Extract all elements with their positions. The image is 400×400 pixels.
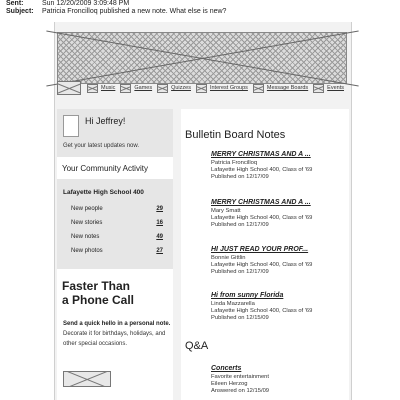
promo-bold-text: Send a quick hello in a personal note. [63, 321, 171, 327]
bulletin-post [211, 151, 347, 181]
post-title-link[interactable]: HI JUST READ YOUR PROF... [211, 246, 309, 253]
nav-item-message-boards[interactable] [253, 84, 308, 93]
bulletin-post [211, 199, 347, 229]
promo-image-placeholder-icon[interactable] [63, 371, 111, 387]
post-title-link[interactable]: MERRY CHRISTMAS AND A ... [211, 151, 311, 158]
image-placeholder-icon [120, 84, 131, 93]
activity-row [71, 248, 163, 254]
bulletin-title: Bulletin Board Notes [185, 129, 286, 141]
nav-item-label: Games [134, 85, 153, 91]
qa-post-author: Eileen Herzog [211, 381, 248, 387]
promo-rest-text: Decorate it for birthdays, holidays, and other special occasions. [63, 331, 166, 347]
bulletin-post [211, 246, 347, 276]
activity-label: New photos [71, 248, 103, 254]
sent-label: Sent: [6, 0, 24, 7]
post-author: Bonnie Gittlin [211, 255, 246, 261]
qa-post [211, 365, 347, 395]
nav-item-label: Events [327, 85, 344, 91]
sent-value: Sun 12/20/2009 3:09:48 PM [42, 0, 130, 7]
school-name: Lafayette High School 400 [63, 189, 144, 196]
qa-post-category: Favorite entertainment [211, 374, 269, 380]
logo-placeholder-icon[interactable] [57, 81, 81, 95]
post-school: Lafayette High School 400, Class of '69 [211, 262, 313, 268]
post-title-link[interactable]: MERRY CHRISTMAS AND A ... [211, 199, 311, 206]
post-school: Lafayette High School 400, Class of '69 [211, 167, 313, 173]
qa-post-date: Answered on 12/15/09 [211, 388, 270, 394]
activity-label: New notes [71, 234, 100, 240]
image-placeholder-icon [196, 84, 207, 93]
activity-count-link[interactable]: 27 [156, 248, 163, 254]
activity-row [71, 234, 163, 240]
nav-item-label: Interest Groups [209, 85, 248, 91]
post-school: Lafayette High School 400, Class of '69 [211, 215, 313, 221]
promo-headline-line-2: a Phone Call [62, 293, 135, 307]
greeting-text: Hi Jeffrey! [85, 116, 126, 126]
sent-row [0, 0, 400, 8]
avatar [63, 115, 79, 137]
image-placeholder-icon [313, 84, 324, 93]
subject-row [0, 8, 400, 16]
email-header [0, 0, 400, 22]
nav-item-label: Message Boards [266, 85, 309, 91]
bulletin-post [211, 292, 347, 322]
activity-count-link[interactable]: 29 [156, 206, 163, 212]
activity-count-link[interactable]: 49 [156, 234, 163, 240]
image-placeholder-icon [157, 84, 168, 93]
nav-item-interest-groups[interactable] [196, 84, 248, 93]
community-title: Your Community Activity [62, 164, 148, 173]
qa-post-title-link[interactable]: Concerts [211, 365, 242, 372]
nav-bar [57, 75, 349, 101]
right-column [181, 109, 349, 400]
post-date: Published on 12/15/09 [211, 315, 269, 321]
post-author: Mary Smatt [211, 208, 241, 214]
post-author: Linda Mazzarella [211, 301, 255, 307]
activity-label: New stories [71, 220, 103, 226]
nav-item-music[interactable] [87, 84, 115, 93]
nav-item-label: Quizzes [171, 85, 191, 91]
nav-item-games[interactable] [120, 84, 152, 93]
subject-value: Patricia Froncilloq published a new note. What else is new? [42, 8, 227, 15]
subject-label: Subject: [6, 8, 34, 15]
activity-label: New people [71, 206, 103, 212]
activity-row [71, 220, 163, 226]
post-title-link[interactable]: Hi from sunny Florida [211, 292, 284, 299]
latest-updates-text: Get your latest updates now. [63, 143, 140, 149]
activity-count-link[interactable]: 16 [156, 220, 163, 226]
nav-item-label: Music [100, 85, 116, 91]
nav-item-quizzes[interactable] [157, 84, 191, 93]
post-author: Patricia Froncilloq [211, 160, 258, 166]
image-placeholder-icon [253, 84, 264, 93]
community-activity-box [57, 179, 173, 269]
post-date: Published on 12/17/09 [211, 174, 269, 180]
qa-title: Q&A [185, 340, 209, 352]
activity-row [71, 206, 163, 212]
image-placeholder-icon [87, 84, 98, 93]
greeting-box [57, 109, 173, 157]
newsletter-frame [54, 22, 352, 400]
promo-headline [62, 279, 172, 307]
left-column [57, 109, 173, 400]
nav-item-events[interactable] [313, 84, 344, 93]
post-date: Published on 12/17/09 [211, 269, 269, 275]
promo-headline-line-1: Faster Than [62, 279, 131, 293]
post-date: Published on 12/17/09 [211, 222, 269, 228]
promo-text [63, 319, 171, 349]
post-school: Lafayette High School 400, Class of '69 [211, 308, 313, 314]
